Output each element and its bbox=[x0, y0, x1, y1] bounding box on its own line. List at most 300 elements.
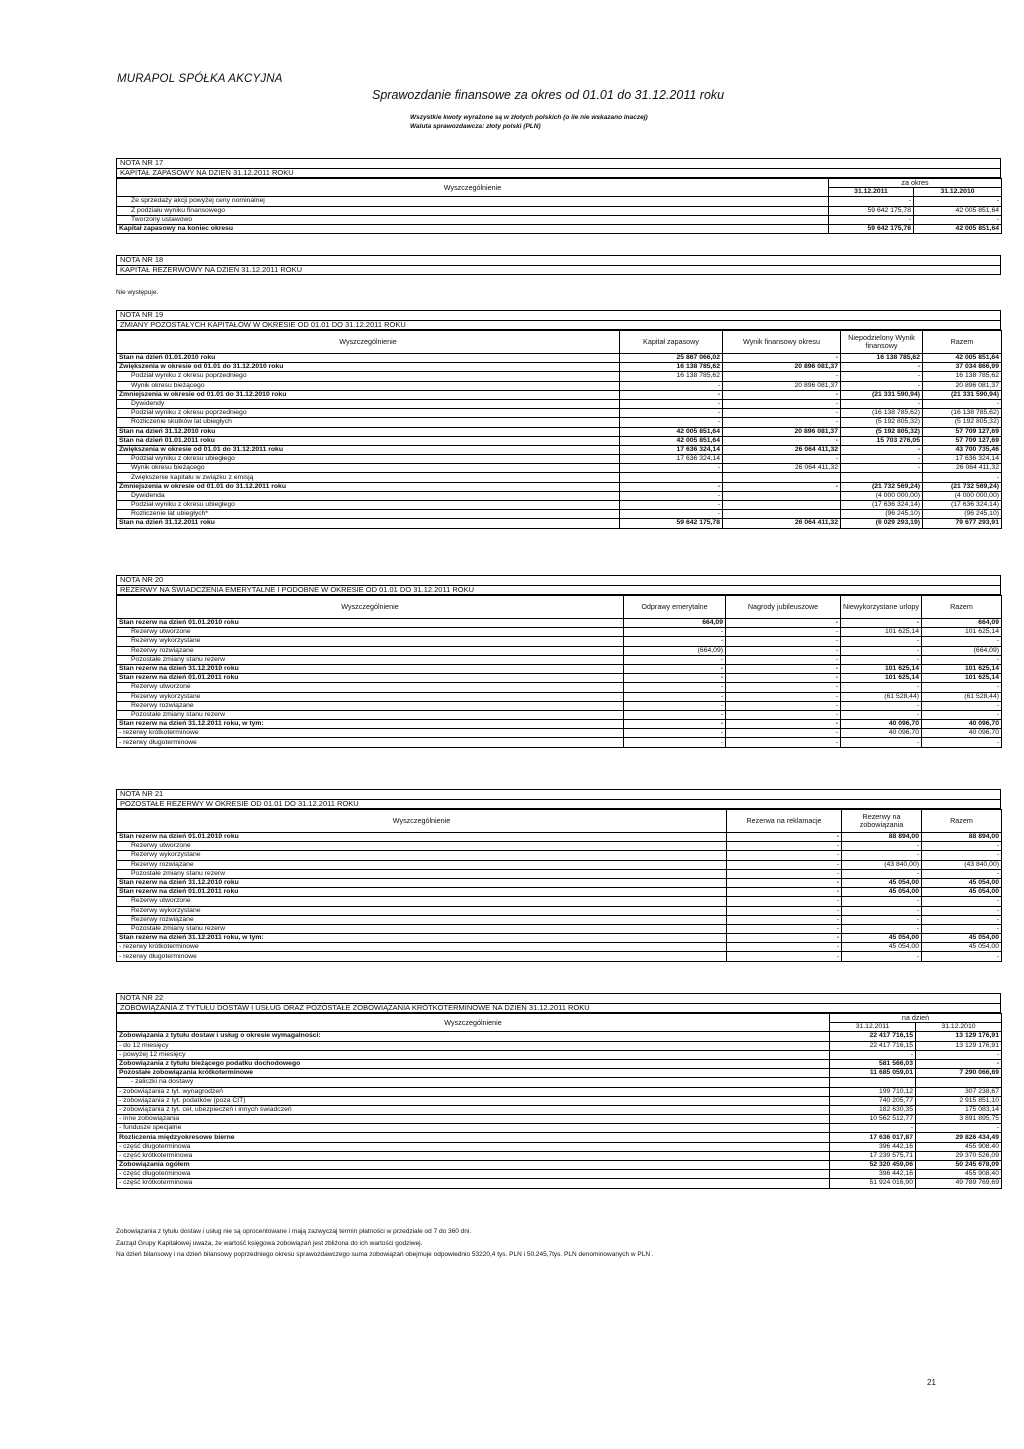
cell-value: 51 924 016,90 bbox=[830, 1179, 916, 1188]
cell-value: 182 630,35 bbox=[830, 1105, 916, 1114]
table-row bbox=[117, 436, 1002, 445]
cell-value: 26 064 411,32 bbox=[923, 464, 1002, 473]
cell-value: - bbox=[727, 878, 842, 887]
cell-value: 45 054,00 bbox=[842, 934, 922, 943]
table-row bbox=[117, 1161, 1002, 1170]
cell-value: - bbox=[723, 372, 841, 381]
row-label: Rozliczenie lat ubiegłych* bbox=[117, 510, 620, 519]
note-21 bbox=[116, 789, 1001, 962]
cell-value: - bbox=[624, 701, 726, 710]
cell-value: 45 054,00 bbox=[842, 878, 922, 887]
row-label: Pozostałe zmiany stanu rezerw bbox=[117, 924, 727, 933]
cell-value: - bbox=[922, 897, 1002, 906]
cell-value: 59 642 175,78 bbox=[620, 519, 723, 528]
table-row bbox=[117, 206, 1002, 215]
row-label: Stan rezerw na dzień 31.12.2010 roku bbox=[117, 878, 727, 887]
row-label: - część długoterminowa bbox=[117, 1170, 830, 1179]
footnote-line: Na dzień bilansowy i na dzień bilansowy poprzedniego okresu sprawozdawczego suma zobowiązań obejmuje odpowiednio 53220,4 tys. PLN i 50.245,7tys. PLN denominowanych w PLN . bbox=[116, 1251, 654, 1258]
cell-value: - bbox=[727, 924, 842, 933]
table-row bbox=[117, 390, 1002, 399]
note-18-number: NOTA NR 18 bbox=[116, 255, 1001, 266]
cell-value: - bbox=[727, 897, 842, 906]
cell-value: - bbox=[620, 418, 723, 427]
note-19 bbox=[116, 310, 1001, 529]
table-row bbox=[117, 878, 1002, 887]
cell-value: - bbox=[726, 646, 841, 655]
footnote-line: Zobowiązania z tytułu dostaw i usług nie są oprocentowane i mają zazwyczaj termin płatności w przedziale od 7 do 360 dni. bbox=[116, 1228, 472, 1235]
cell-value: - bbox=[727, 943, 842, 952]
table-row bbox=[117, 674, 1002, 683]
footnote-line: Zarząd Grupy Kapitałowej uważa, że wartość księgowa zobowiązań jest zbliżona do ich wartości godziwej. bbox=[116, 1239, 423, 1247]
cell-value: 42 005 851,64 bbox=[914, 206, 1002, 215]
cell-value: 20 896 081,37 bbox=[923, 381, 1002, 390]
column-header: Wyszczególnienie bbox=[117, 331, 620, 354]
cell-value: 2 915 851,10 bbox=[916, 1096, 1002, 1105]
cell-value: 11 685 059,01 bbox=[830, 1069, 916, 1078]
row-label: - inne zobowiązania bbox=[117, 1115, 830, 1124]
note-22-title: ZOBOWIĄZANIA Z TYTUŁU DOSTAW I USŁUG ORAZ POZOSTAŁE ZOBOWIĄZANIA KRÓTKOTERMINOWE NA DZIEŃ 31.12.2011 ROKU bbox=[116, 1004, 1001, 1014]
cell-value: - bbox=[620, 482, 723, 491]
cell-value: - bbox=[914, 197, 1002, 206]
cell-value: - bbox=[620, 510, 723, 519]
cell-value: - bbox=[726, 628, 841, 637]
column-header: Wynik finansowy okresu bbox=[723, 331, 841, 354]
cell-value: - bbox=[723, 436, 841, 445]
table-row bbox=[117, 491, 1002, 500]
row-label: Rezerwy rozwiązane bbox=[117, 646, 624, 655]
cell-value: - bbox=[830, 1050, 916, 1059]
table-row bbox=[117, 1096, 1002, 1105]
cell-value: 40 096,70 bbox=[922, 720, 1002, 729]
document-title: Sprawozdanie finansowe za okres od 01.01 do 31.12.2011 roku bbox=[372, 88, 725, 102]
table-row bbox=[117, 683, 1002, 692]
cell-value: 59 642 175,78 bbox=[829, 206, 914, 215]
row-label: Podział wyniku z okresu ubiegłego bbox=[117, 455, 620, 464]
cell-value: - bbox=[727, 842, 842, 851]
table-row bbox=[117, 833, 1002, 842]
cell-value: - bbox=[922, 710, 1002, 719]
table-row bbox=[117, 381, 1002, 390]
row-label: Stan rezerw na dzień 01.01.2010 roku bbox=[117, 833, 727, 842]
table-row bbox=[117, 637, 1002, 646]
column-header: Razem bbox=[923, 331, 1002, 354]
row-label: Stan na dzień 31.12.2010 roku bbox=[117, 427, 620, 436]
table-row bbox=[117, 1133, 1002, 1142]
cell-value: - bbox=[841, 363, 923, 372]
row-label: - powyżej 12 miesięcy bbox=[117, 1050, 830, 1059]
cell-value: (21 732 569,24) bbox=[923, 482, 1002, 491]
cell-value: - bbox=[841, 710, 922, 719]
cell-value: - bbox=[842, 842, 922, 851]
note-17-title: KAPITAŁ ZAPASOWY NA DZIEŃ 31.12.2011 ROKU bbox=[116, 169, 1001, 179]
row-label: Podział wyniku z okresu poprzedniego bbox=[117, 409, 620, 418]
cell-value: (664,09) bbox=[922, 646, 1002, 655]
cell-value: - bbox=[841, 464, 923, 473]
cell-value: - bbox=[726, 692, 841, 701]
cell-value: - bbox=[727, 915, 842, 924]
table-row bbox=[117, 952, 1002, 961]
row-label: - rezerwy długoterminowe bbox=[117, 952, 727, 961]
note-21-table bbox=[116, 809, 1002, 962]
cell-value: 396 442,16 bbox=[830, 1170, 916, 1179]
row-label: - zobowiązania z tyt. ceł, ubezpieczeń i innych świadczeń bbox=[117, 1105, 830, 1114]
cell-value: 581 566,03 bbox=[830, 1059, 916, 1068]
row-label: Tworzony ustawowo bbox=[117, 215, 829, 224]
cell-value: 16 138 785,62 bbox=[620, 372, 723, 381]
row-label: - zaliczki na dostawy bbox=[117, 1078, 830, 1087]
cell-value: - bbox=[842, 952, 922, 961]
cell-value: (43 840,00) bbox=[922, 860, 1002, 869]
cell-value: - bbox=[922, 738, 1002, 747]
cell-value: 29 370 526,09 bbox=[916, 1151, 1002, 1160]
note-17-table bbox=[116, 178, 1002, 234]
cell-value: - bbox=[841, 372, 923, 381]
cell-value: - bbox=[624, 738, 726, 747]
cell-value: - bbox=[922, 701, 1002, 710]
cell-value: 101 625,14 bbox=[841, 664, 922, 673]
row-label: Zmniejszenia w okresie od 01.01 do 31.12.2011 roku bbox=[117, 482, 620, 491]
cell-value: 88 894,00 bbox=[922, 833, 1002, 842]
table-row bbox=[117, 1142, 1002, 1151]
row-label: Rozliczenie skutków lat ubiegłych bbox=[117, 418, 620, 427]
row-label: Pozostałe zmiany stanu rezerw bbox=[117, 655, 624, 664]
row-label: Zobowiązania ogółem bbox=[117, 1161, 830, 1170]
table-row bbox=[117, 915, 1002, 924]
cell-value: - bbox=[727, 952, 842, 961]
row-label: Rezerwy rozwiązane bbox=[117, 860, 727, 869]
note-22-table bbox=[116, 1013, 1002, 1189]
cell-value: 17 636 017,87 bbox=[830, 1133, 916, 1142]
column-header: Wyszczególnienie bbox=[117, 810, 727, 833]
cell-value: 25 867 066,02 bbox=[620, 354, 723, 363]
table-row bbox=[117, 646, 1002, 655]
table-row bbox=[117, 1069, 1002, 1078]
column-header: 31.12.2010 bbox=[914, 188, 1002, 197]
cell-value: - bbox=[624, 710, 726, 719]
table-row bbox=[117, 482, 1002, 491]
cell-value: - bbox=[841, 655, 922, 664]
cell-value: 16 138 785,62 bbox=[923, 372, 1002, 381]
cell-value: 101 625,14 bbox=[922, 664, 1002, 673]
row-label: Rezerwy utworzone bbox=[117, 628, 624, 637]
cell-value: - bbox=[842, 851, 922, 860]
row-label: Stan na dzień 31.12.2011 roku bbox=[117, 519, 620, 528]
row-label: Rozliczenia międzyokresowe bierne bbox=[117, 1133, 830, 1142]
table-row bbox=[117, 1105, 1002, 1114]
cell-value: (5 192 805,32) bbox=[923, 418, 1002, 427]
currency-note: Waluta sprawozdawcza: złoty polski (PLN) bbox=[410, 123, 541, 130]
amounts-note: Wszystkie kwoty wyrażone są w złotych polskich (o ile nie wskazano inaczej) bbox=[410, 114, 648, 121]
cell-value: 22 417 716,15 bbox=[830, 1032, 916, 1041]
table-row bbox=[117, 924, 1002, 933]
cell-value bbox=[830, 1078, 916, 1087]
company-name: MURAPOL SPÓŁKA AKCYJNA bbox=[117, 73, 283, 85]
cell-value: 20 896 081,37 bbox=[723, 381, 841, 390]
cell-value: 455 908,40 bbox=[916, 1142, 1002, 1151]
cell-value: - bbox=[842, 897, 922, 906]
cell-value: - bbox=[727, 833, 842, 842]
cell-value: (4 000 000,00) bbox=[841, 491, 923, 500]
cell-value: 175 083,14 bbox=[916, 1105, 1002, 1114]
row-label: Stan rezerw na dzień 01.01.2010 roku bbox=[117, 619, 624, 628]
table-row bbox=[117, 860, 1002, 869]
page-number: 21 bbox=[927, 1378, 936, 1387]
cell-value: - bbox=[726, 738, 841, 747]
cell-value: (5 192 805,32) bbox=[841, 418, 923, 427]
cell-value: - bbox=[922, 915, 1002, 924]
cell-value: - bbox=[624, 720, 726, 729]
table-row bbox=[117, 455, 1002, 464]
cell-value: (16 138 785,62) bbox=[841, 409, 923, 418]
table-row bbox=[117, 1050, 1002, 1059]
column-header: 31.12.2010 bbox=[916, 1023, 1002, 1032]
cell-value: (17 636 324,14) bbox=[841, 501, 923, 510]
cell-value: - bbox=[727, 906, 842, 915]
cell-value: - bbox=[841, 445, 923, 454]
table-row bbox=[117, 1115, 1002, 1124]
table-row bbox=[117, 427, 1002, 436]
cell-value: - bbox=[727, 888, 842, 897]
cell-value: 45 054,00 bbox=[922, 943, 1002, 952]
table-row bbox=[117, 842, 1002, 851]
column-header: Nagrody jubileuszowe bbox=[726, 596, 841, 619]
cell-value: - bbox=[922, 637, 1002, 646]
cell-value: - bbox=[727, 860, 842, 869]
row-label: Podział wyniku z okresu poprzedniego bbox=[117, 372, 620, 381]
row-label: Zwiększenia w okresie od 01.01 do 31.12.2010 roku bbox=[117, 363, 620, 372]
cell-value: 42 005 851,64 bbox=[620, 427, 723, 436]
cell-value bbox=[723, 473, 841, 482]
cell-value: 15 703 276,05 bbox=[841, 436, 923, 445]
table-row bbox=[117, 519, 1002, 528]
row-label: Stan na dzień 01.01.2010 roku bbox=[117, 354, 620, 363]
table-row bbox=[117, 869, 1002, 878]
table-row bbox=[117, 464, 1002, 473]
cell-value bbox=[841, 473, 923, 482]
cell-value: 59 642 175,78 bbox=[829, 224, 914, 233]
cell-value: - bbox=[624, 674, 726, 683]
cell-value: - bbox=[841, 399, 923, 408]
row-label: Dywidendy bbox=[117, 399, 620, 408]
cell-value: - bbox=[620, 399, 723, 408]
cell-value: 49 789 769,69 bbox=[916, 1179, 1002, 1188]
cell-value: 10 562 512,77 bbox=[830, 1115, 916, 1124]
cell-value: 57 709 127,69 bbox=[923, 427, 1002, 436]
table-row bbox=[117, 710, 1002, 719]
cell-value: - bbox=[624, 683, 726, 692]
cell-value: 50 245 678,09 bbox=[916, 1161, 1002, 1170]
cell-value: - bbox=[624, 692, 726, 701]
row-label: Zwiększenie kapitału w związku z emisją bbox=[117, 473, 620, 482]
footnotes bbox=[116, 1226, 654, 1261]
cell-value: - bbox=[624, 628, 726, 637]
cell-value: - bbox=[914, 215, 1002, 224]
cell-value: (21 331 590,94) bbox=[923, 390, 1002, 399]
cell-value: 29 826 434,49 bbox=[916, 1133, 1002, 1142]
table-row bbox=[117, 628, 1002, 637]
row-label: - rezerwy krótkoterminowe bbox=[117, 729, 624, 738]
cell-value: - bbox=[726, 664, 841, 673]
table-row bbox=[117, 197, 1002, 206]
table-row bbox=[117, 445, 1002, 454]
cell-value: 42 005 851,64 bbox=[914, 224, 1002, 233]
column-header: Rezerwy na zobowiązania bbox=[842, 810, 922, 833]
table-row bbox=[117, 1059, 1002, 1068]
cell-value: 45 054,00 bbox=[842, 888, 922, 897]
row-label: Rezerwy utworzone bbox=[117, 897, 727, 906]
note-18-title: KAPITAŁ REZERWOWY NA DZIEŃ 31.12.2011 ROKU bbox=[116, 266, 1001, 276]
note-19-table bbox=[116, 330, 1002, 529]
table-row bbox=[117, 215, 1002, 224]
cell-value: - bbox=[922, 869, 1002, 878]
cell-value: 17 239 575,71 bbox=[830, 1151, 916, 1160]
cell-value: - bbox=[923, 399, 1002, 408]
row-label: Wynik okresu bieżącego bbox=[117, 381, 620, 390]
cell-value bbox=[723, 510, 841, 519]
note-21-number: NOTA NR 21 bbox=[116, 789, 1001, 800]
cell-value: 79 677 293,91 bbox=[923, 519, 1002, 528]
row-label: Stan rezerw na dzień 31.12.2011 roku, w tym: bbox=[117, 720, 624, 729]
cell-value: 101 625,14 bbox=[922, 674, 1002, 683]
row-label: Rezerwy wykorzystane bbox=[117, 637, 624, 646]
cell-value: 101 625,14 bbox=[841, 628, 922, 637]
row-label: Rezerwy utworzone bbox=[117, 842, 727, 851]
row-label: Zwiększenia w okresie od 01.01 do 31.12.2011 roku bbox=[117, 445, 620, 454]
cell-value: 45 054,00 bbox=[922, 888, 1002, 897]
cell-value: - bbox=[841, 683, 922, 692]
row-label: Podział wyniku z okresu ubiegłego bbox=[117, 501, 620, 510]
cell-value: 57 709 127,69 bbox=[923, 436, 1002, 445]
cell-value: 26 064 411,32 bbox=[723, 519, 841, 528]
column-header: Kapitał zapasowy bbox=[620, 331, 723, 354]
cell-value: - bbox=[624, 637, 726, 646]
column-header: Niewykorzystane urlopy bbox=[841, 596, 922, 619]
row-label: Zobowiązania z tytułu bieżącego podatku dochodowego bbox=[117, 1059, 830, 1068]
cell-value bbox=[916, 1078, 1002, 1087]
table-row bbox=[117, 664, 1002, 673]
column-header: Wyszczególnienie bbox=[117, 1014, 830, 1032]
row-label: Wynik okresu bieżącego bbox=[117, 464, 620, 473]
row-label: Kapitał zapasowy na koniec okresu bbox=[117, 224, 829, 233]
cell-value: (43 840,00) bbox=[842, 860, 922, 869]
row-label: Pozostałe zmiany stanu rezerw bbox=[117, 869, 727, 878]
column-header: Razem bbox=[922, 596, 1002, 619]
table-row bbox=[117, 897, 1002, 906]
cell-value bbox=[723, 491, 841, 500]
cell-value: 45 054,00 bbox=[922, 934, 1002, 943]
cell-value: (5 192 805,32) bbox=[841, 427, 923, 436]
cell-value: 40 096,70 bbox=[922, 729, 1002, 738]
cell-value: 26 064 411,32 bbox=[723, 464, 841, 473]
cell-value: (21 732 569,24) bbox=[841, 482, 923, 491]
row-label: Stan rezerw na dzień 01.01.2011 roku bbox=[117, 888, 727, 897]
column-header: Rezerwa na reklamacje bbox=[727, 810, 842, 833]
period-header: za okres bbox=[829, 179, 1002, 188]
cell-value: 3 891 895,75 bbox=[916, 1115, 1002, 1124]
cell-value: - bbox=[620, 409, 723, 418]
table-row bbox=[117, 906, 1002, 915]
table-row bbox=[117, 1124, 1002, 1133]
table-row bbox=[117, 418, 1002, 427]
period-header: na dzień bbox=[830, 1014, 1002, 1023]
cell-value: - bbox=[723, 455, 841, 464]
cell-value: 40 096,70 bbox=[841, 720, 922, 729]
table-row bbox=[117, 701, 1002, 710]
table-row bbox=[117, 720, 1002, 729]
cell-value bbox=[620, 473, 723, 482]
table-row bbox=[117, 473, 1002, 482]
cell-value: 307 238,67 bbox=[916, 1087, 1002, 1096]
cell-value: 52 320 459,06 bbox=[830, 1161, 916, 1170]
row-label: Rezerwy wykorzystane bbox=[117, 906, 727, 915]
cell-value: - bbox=[726, 683, 841, 692]
cell-value: 16 138 785,62 bbox=[841, 354, 923, 363]
cell-value: - bbox=[624, 729, 726, 738]
note-21-title: POZOSTAŁE REZERWY W OKRESIE OD 01.01 DO 31.12.2011 ROKU bbox=[116, 800, 1001, 810]
table-row bbox=[117, 399, 1002, 408]
table-row bbox=[117, 619, 1002, 628]
table-row bbox=[117, 655, 1002, 664]
table-row bbox=[117, 1179, 1002, 1188]
table-row bbox=[117, 943, 1002, 952]
cell-value: - bbox=[922, 924, 1002, 933]
cell-value: - bbox=[841, 637, 922, 646]
cell-value: - bbox=[916, 1124, 1002, 1133]
cell-value: - bbox=[726, 637, 841, 646]
cell-value: - bbox=[841, 701, 922, 710]
cell-value: - bbox=[922, 906, 1002, 915]
note-20 bbox=[116, 575, 1001, 748]
table-row bbox=[117, 510, 1002, 519]
note-18 bbox=[116, 255, 1001, 275]
cell-value: - bbox=[922, 842, 1002, 851]
note-18-text: Nie występuje. bbox=[116, 289, 159, 296]
cell-value: - bbox=[620, 464, 723, 473]
table-row bbox=[117, 372, 1002, 381]
cell-value: - bbox=[723, 482, 841, 491]
cell-value: 17 636 324,14 bbox=[620, 445, 723, 454]
cell-value: - bbox=[620, 390, 723, 399]
cell-value: - bbox=[841, 455, 923, 464]
note-20-table bbox=[116, 595, 1002, 748]
cell-value: (664,09) bbox=[624, 646, 726, 655]
row-label: Rezerwy rozwiązane bbox=[117, 915, 727, 924]
row-label: Z podziału wyniku finansowego bbox=[117, 206, 829, 215]
table-row bbox=[117, 354, 1002, 363]
table-row bbox=[117, 1087, 1002, 1096]
note-17 bbox=[116, 158, 1001, 234]
table-row bbox=[117, 888, 1002, 897]
cell-value: - bbox=[842, 906, 922, 915]
table-row bbox=[117, 851, 1002, 860]
cell-value: 455 908,40 bbox=[916, 1170, 1002, 1179]
table-row bbox=[117, 1078, 1002, 1087]
cell-value: - bbox=[830, 1124, 916, 1133]
column-header: Wyszczególnienie bbox=[117, 179, 829, 197]
row-label: Rezerwy wykorzystane bbox=[117, 851, 727, 860]
cell-value: - bbox=[841, 646, 922, 655]
cell-value: - bbox=[922, 851, 1002, 860]
cell-value: 13 129 176,91 bbox=[916, 1032, 1002, 1041]
table-row bbox=[117, 224, 1002, 233]
row-label: Pozostałe zobowiązania krótkoterminowe bbox=[117, 1069, 830, 1078]
row-label: - zobowiązania z tyt. wynagrodzeń bbox=[117, 1087, 830, 1096]
row-label: Pozostałe zmiany stanu rezerw bbox=[117, 710, 624, 719]
table-row bbox=[117, 1032, 1002, 1041]
cell-value: 101 625,14 bbox=[841, 674, 922, 683]
row-label: Zmniejszenia w okresie od 01.01 do 31.12.2010 roku bbox=[117, 390, 620, 399]
row-label: Ze sprzedaży akcji powyżej ceny nominalnej bbox=[117, 197, 829, 206]
